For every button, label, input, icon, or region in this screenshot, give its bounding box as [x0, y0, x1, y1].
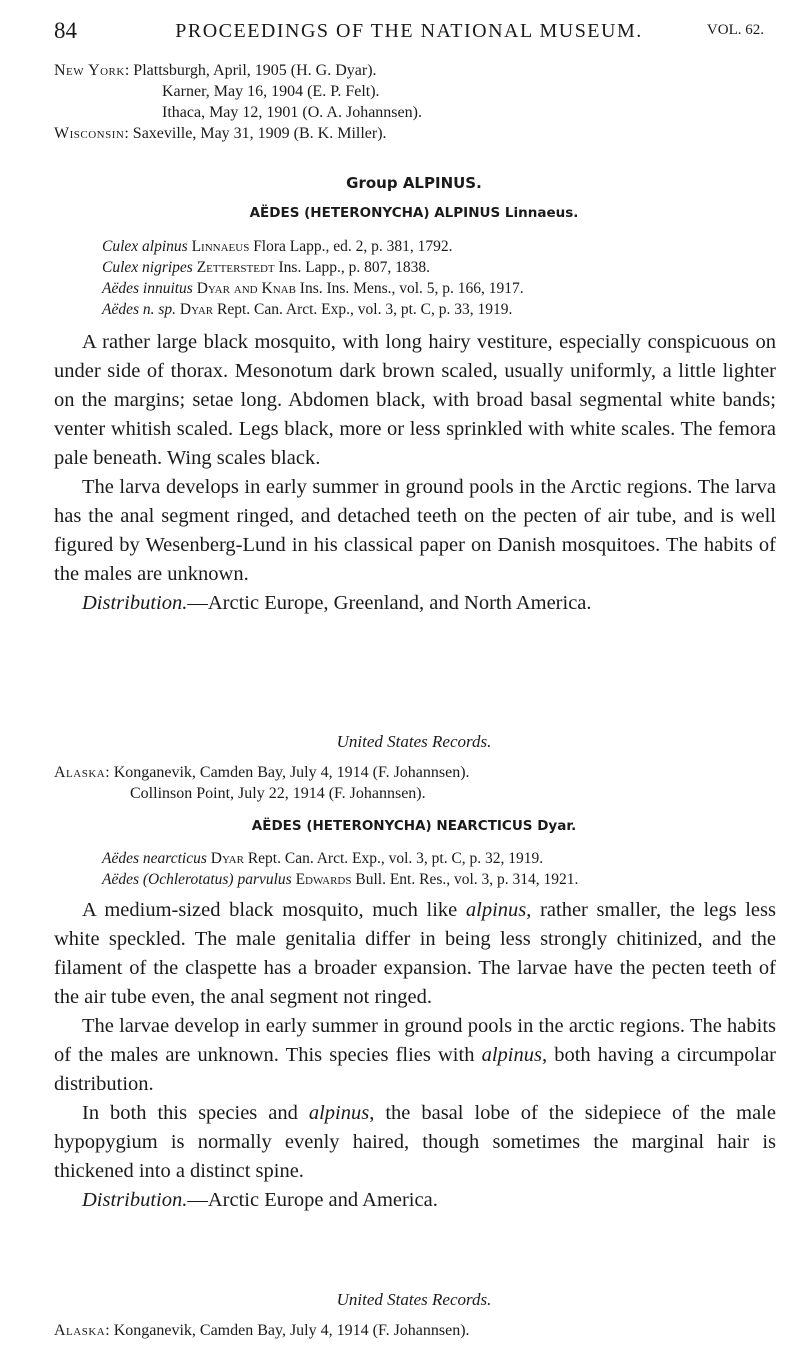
- citation: Aëdes nearcticus Dyar Rept. Can. Arct. Exp., vol. 3, pt. C, p. 32, 1919.: [102, 850, 544, 867]
- paragraph: The larvae develop in early summer in ground pools in the arctic regions. The habits of the males are unknown. This species flies with alpinus, both having a circumpolar distribution.: [54, 1015, 776, 1095]
- running-header: [54, 18, 764, 48]
- citation: Aëdes (Ochlerotatus) parvulus Edwards Bull. Ent. Res., vol. 3, p. 314, 1921.: [102, 871, 579, 888]
- records-heading: United States Records.: [336, 732, 492, 751]
- paragraph: A medium-sized black mosquito, much like alpinus, rather smaller, the legs less white speckled. The male genitalia differ in being less strongly chitinized, and the filament of the claspette has a broader expansion. The larvae have the pecten teeth of the air tube even, the anal segment not ringed.: [54, 899, 776, 1008]
- distribution-paragraph: Distribution.—Arctic Europe and America.: [82, 1189, 438, 1211]
- records-species2: [54, 1320, 774, 1341]
- species-heading: AËDES (HETERONYCHA) NEARCTICUS Dyar.: [251, 818, 577, 834]
- record-line: Alaska: Konganevik, Camden Bay, July 4, 1914 (F. Johannsen).: [54, 1322, 470, 1339]
- records-heading: United States Records.: [336, 1290, 492, 1309]
- record-line: New York: Plattsburgh, April, 1905 (H. G. Dyar).: [54, 62, 377, 79]
- paragraph: In both this species and alpinus, the basal lobe of the sidepiece of the male hypopygium is normally evenly haired, though sometimes the marginal hair is thickened into a distinct spine.: [54, 1102, 776, 1182]
- records-top: [54, 60, 774, 144]
- record-line: Ithaca, May 12, 1901 (O. A. Johannsen).: [162, 104, 422, 121]
- record-line: Alaska: Konganevik, Camden Bay, July 4, 1914 (F. Johannsen).: [54, 764, 470, 781]
- species1-description: [54, 328, 776, 618]
- records-species1: [54, 762, 774, 804]
- volume-label: VOL. 62.: [706, 22, 764, 38]
- record-line: Wisconsin: Saxeville, May 31, 1909 (B. K. Miller).: [54, 125, 387, 142]
- running-title: PROCEEDINGS OF THE NATIONAL MUSEUM.: [175, 20, 643, 42]
- citation: Aëdes n. sp. Dyar Rept. Can. Arct. Exp., vol. 3, pt. C, p. 33, 1919.: [102, 301, 513, 318]
- record-line: Karner, May 16, 1904 (E. P. Felt).: [162, 83, 380, 100]
- citation: Culex nigripes Zetterstedt Ins. Lapp., p. 807, 1838.: [102, 259, 431, 276]
- paragraph: The larva develops in early summer in ground pools in the Arctic regions. The larva has the anal segment ringed, and detached teeth on the pecten of air tube, and is well figured by Wesenberg-Lund in his classical paper on Danish mosquitoes. The habits of the males are unknown.: [54, 476, 776, 585]
- species2-description: [54, 896, 776, 1215]
- species-heading: AËDES (HETERONYCHA) ALPINUS Linnaeus.: [249, 205, 579, 221]
- paragraph: A rather large black mosquito, with long hairy vestiture, especially conspicuous on under side of thorax. Mesonotum dark brown scaled, usually uniformly, a little lighter on the margins; setae long. Abdomen black, with broad basal segmental white bands; venter whitish scaled. Legs black, more or less sprinkled with white scales. The femora pale beneath. Wing scales black.: [54, 331, 776, 469]
- citation-list: [54, 236, 774, 320]
- distribution-paragraph: Distribution.—Arctic Europe, Greenland, and North America.: [82, 592, 592, 614]
- record-line: Collinson Point, July 22, 1914 (F. Johannsen).: [130, 785, 426, 802]
- citation-list: [54, 848, 774, 890]
- group-heading: Group ALPINUS.: [346, 174, 482, 192]
- citation: Aëdes innuitus Dyar and Knab Ins. Ins. Mens., vol. 5, p. 166, 1917.: [102, 280, 524, 297]
- page-number: 84: [54, 18, 77, 43]
- citation: Culex alpinus Linnaeus Flora Lapp., ed. 2, p. 381, 1792.: [102, 238, 453, 255]
